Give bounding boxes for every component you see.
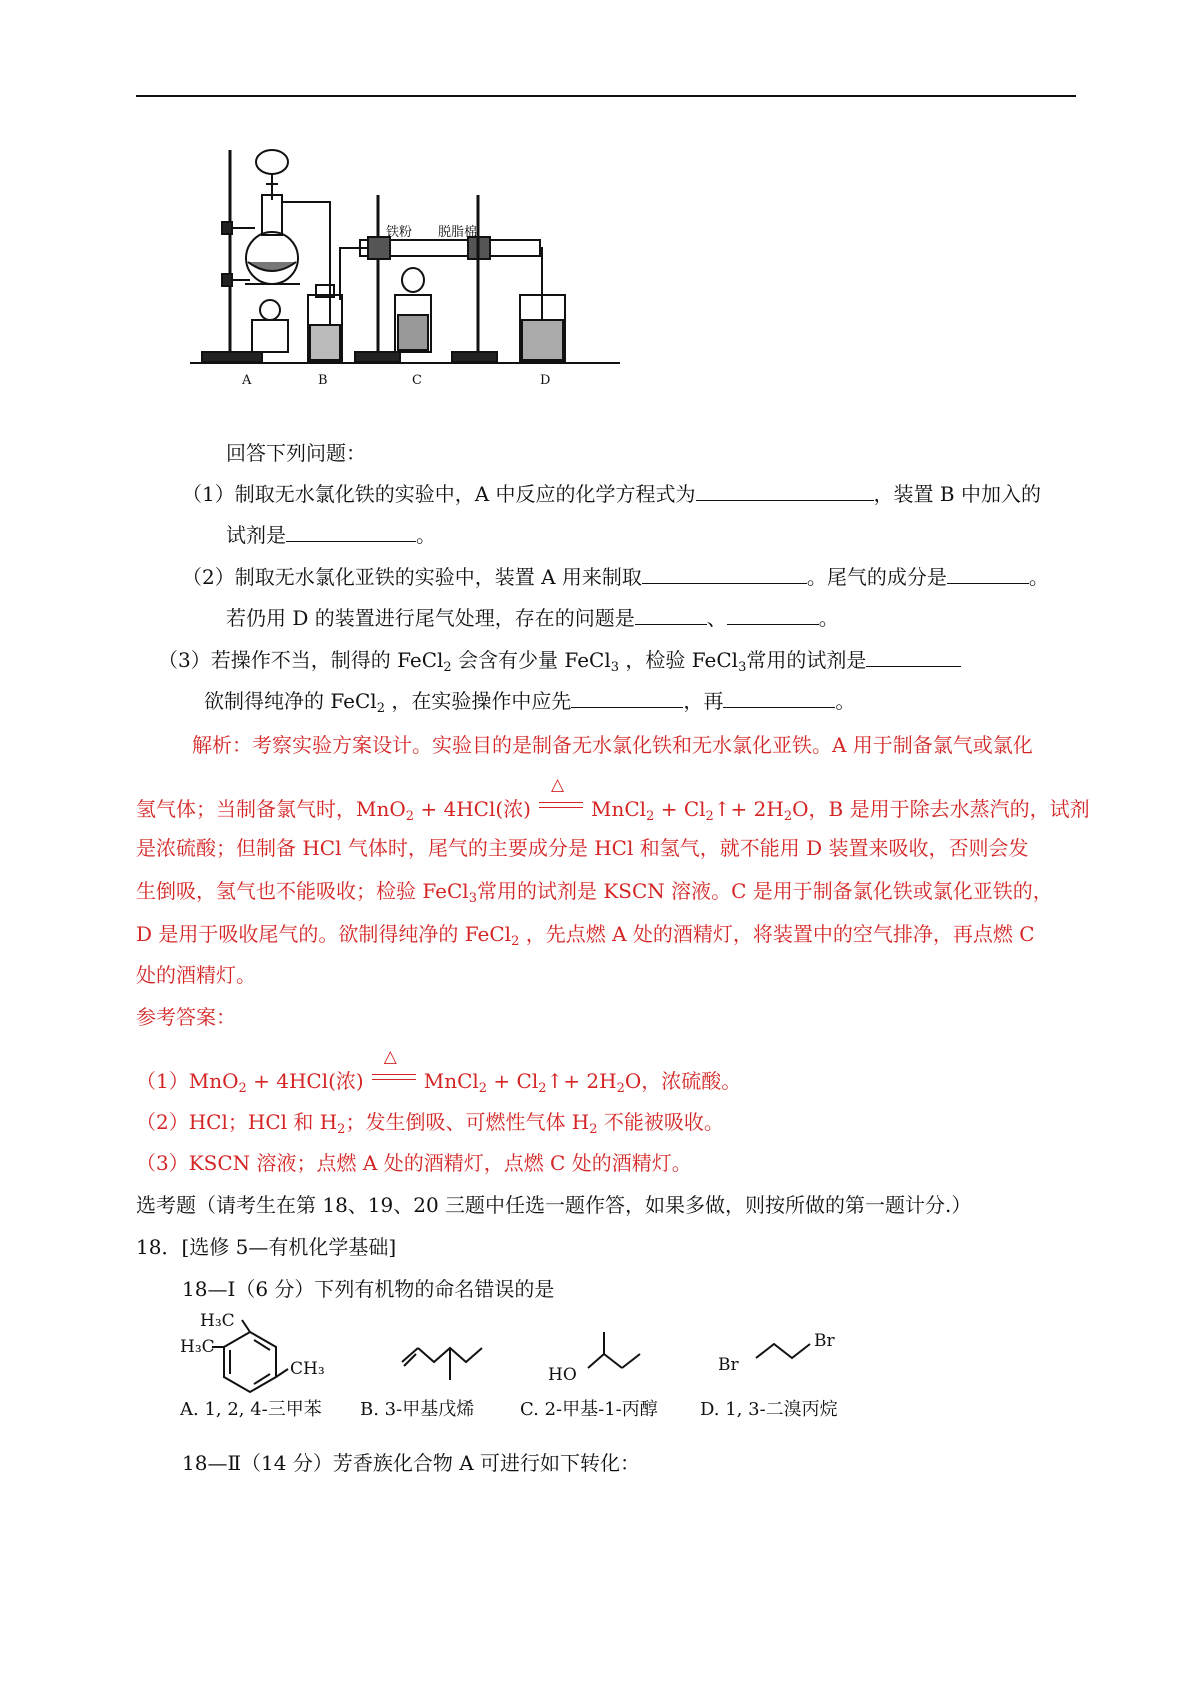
answer-blank[interactable] xyxy=(635,604,707,625)
analysis-line-5: D 是用于吸收尾气的。欲制得纯净的 FeCl$_2$ ，先点燃 A 处的酒精灯，将装置中的空气排净，再点燃 C xyxy=(136,922,1035,949)
option-b: B. 3-甲基戊烯 xyxy=(360,1399,475,1420)
header-rule xyxy=(136,95,1076,97)
label-iron-powder: 铁粉 xyxy=(386,225,413,240)
answer-blank[interactable] xyxy=(571,687,683,708)
answer-2: （2）HCl；HCl 和 $H_2$；发生倒吸、可燃性气体 $H_2$ 不能被吸收。 xyxy=(136,1110,724,1137)
question-1-line-2: 试剂是 。 xyxy=(226,523,436,547)
section-18-title: 18．[选修 5—有机化学基础] xyxy=(136,1235,397,1259)
option-d: D. 1, 3-二溴丙烷 xyxy=(700,1399,838,1420)
answer-title: 参考答案： xyxy=(136,1005,236,1029)
question-3-line-1: （3）若操作不当，制得的 FeCl$_2$ 会含有少量 FeCl$_3$ ，检验 FeCl$_3$常用的试剂是 xyxy=(158,646,961,673)
label-D: D xyxy=(540,373,551,388)
question-18-1: 18—Ⅰ（6 分）下列有机物的命名错误的是 xyxy=(182,1277,555,1301)
molecule-options-figure xyxy=(180,1310,940,1425)
question-2-line-1: （2）制取无水氯化亚铁的实验中，装置 A 用来制取 。尾气的成分是 。 xyxy=(182,565,1049,589)
answer-1: （1）MnO$_2$ + 4HCl(浓) △ MnCl$_2$ + $Cl_2↑+ 2H_2O$，浓硫酸。 xyxy=(136,1047,742,1096)
question-1-line-1: （1）制取无水氯化铁的实验中，A 中反应的化学方程式为 ，装置 B 中加入的 xyxy=(182,482,1041,506)
label-A: A xyxy=(242,373,252,388)
analysis-line-3: 是浓硫酸；但制备 HCl 气体时，尾气的主要成分是 HCl 和氢气，就不能用 D 装置来吸收，否则会发 xyxy=(136,836,1029,860)
heating-condition-sign: △ xyxy=(535,792,587,818)
answer-blank[interactable] xyxy=(866,646,961,667)
analysis-line-6: 处的酒精灯。 xyxy=(136,963,256,987)
answer-blank[interactable] xyxy=(723,687,835,708)
answer-blank[interactable] xyxy=(727,604,819,625)
label-B: B xyxy=(318,373,328,388)
label-C: C xyxy=(412,373,422,388)
option-c: C. 2-甲基-1-丙醇 xyxy=(520,1399,658,1420)
analysis-line-2: 氢气体；当制备氯气时，MnO$_2$ + 4HCl(浓) △ MnCl$_2$ + $Cl_2↑+ 2H_2O$，B 是用于除去水蒸汽的，试剂 xyxy=(136,775,1090,824)
mol-a-h3c-top: H₃C xyxy=(200,1311,235,1331)
intro-text: 回答下列问题： xyxy=(226,441,366,465)
analysis-line-1: 解析：考察实验方案设计。实验目的是制备无水氯化铁和无水氯化亚铁。A 用于制备氯气或氯化 xyxy=(192,733,1033,757)
mol-a-ch3: CH₃ xyxy=(290,1359,325,1379)
question-18-2: 18—Ⅱ（14 分）芳香族化合物 A 可进行如下转化： xyxy=(182,1451,641,1475)
answer-blank[interactable] xyxy=(286,521,416,542)
option-a: A. 1, 2, 4-三甲苯 xyxy=(180,1399,322,1420)
mol-c-ho: HO xyxy=(548,1365,577,1385)
heating-condition-sign: △ xyxy=(368,1064,420,1090)
question-3-line-2: 欲制得纯净的 FeCl$_2$ ，在实验操作中应先 ，再 。 xyxy=(204,689,856,716)
label-cotton: 脱脂棉 xyxy=(438,225,478,240)
answer-blank[interactable] xyxy=(696,480,874,501)
analysis-line-4: 生倒吸，氢气也不能吸收；检验 FeCl$_3$常用的试剂是 KSCN 溶液。C 是用于制备氯化铁或氯化亚铁的， xyxy=(136,879,1053,906)
question-2-line-2: 若仍用 D 的装置进行尾气处理，存在的问题是 、 。 xyxy=(226,606,839,630)
mol-a-h3c-left: H₃C xyxy=(180,1337,215,1357)
mol-d-br-right: Br xyxy=(814,1331,835,1351)
answer-blank[interactable] xyxy=(947,563,1029,584)
answer-3: （3）KSCN 溶液；点燃 A 处的酒精灯，点燃 C 处的酒精灯。 xyxy=(136,1151,692,1175)
answer-blank[interactable] xyxy=(642,563,807,584)
elective-instructions: 选考题（请考生在第 18、19、20 三题中任选一题作答，如果多做，则按所做的第一题计分.） xyxy=(136,1193,972,1217)
apparatus-diagram xyxy=(190,140,630,390)
mol-d-br-left: Br xyxy=(718,1355,739,1375)
